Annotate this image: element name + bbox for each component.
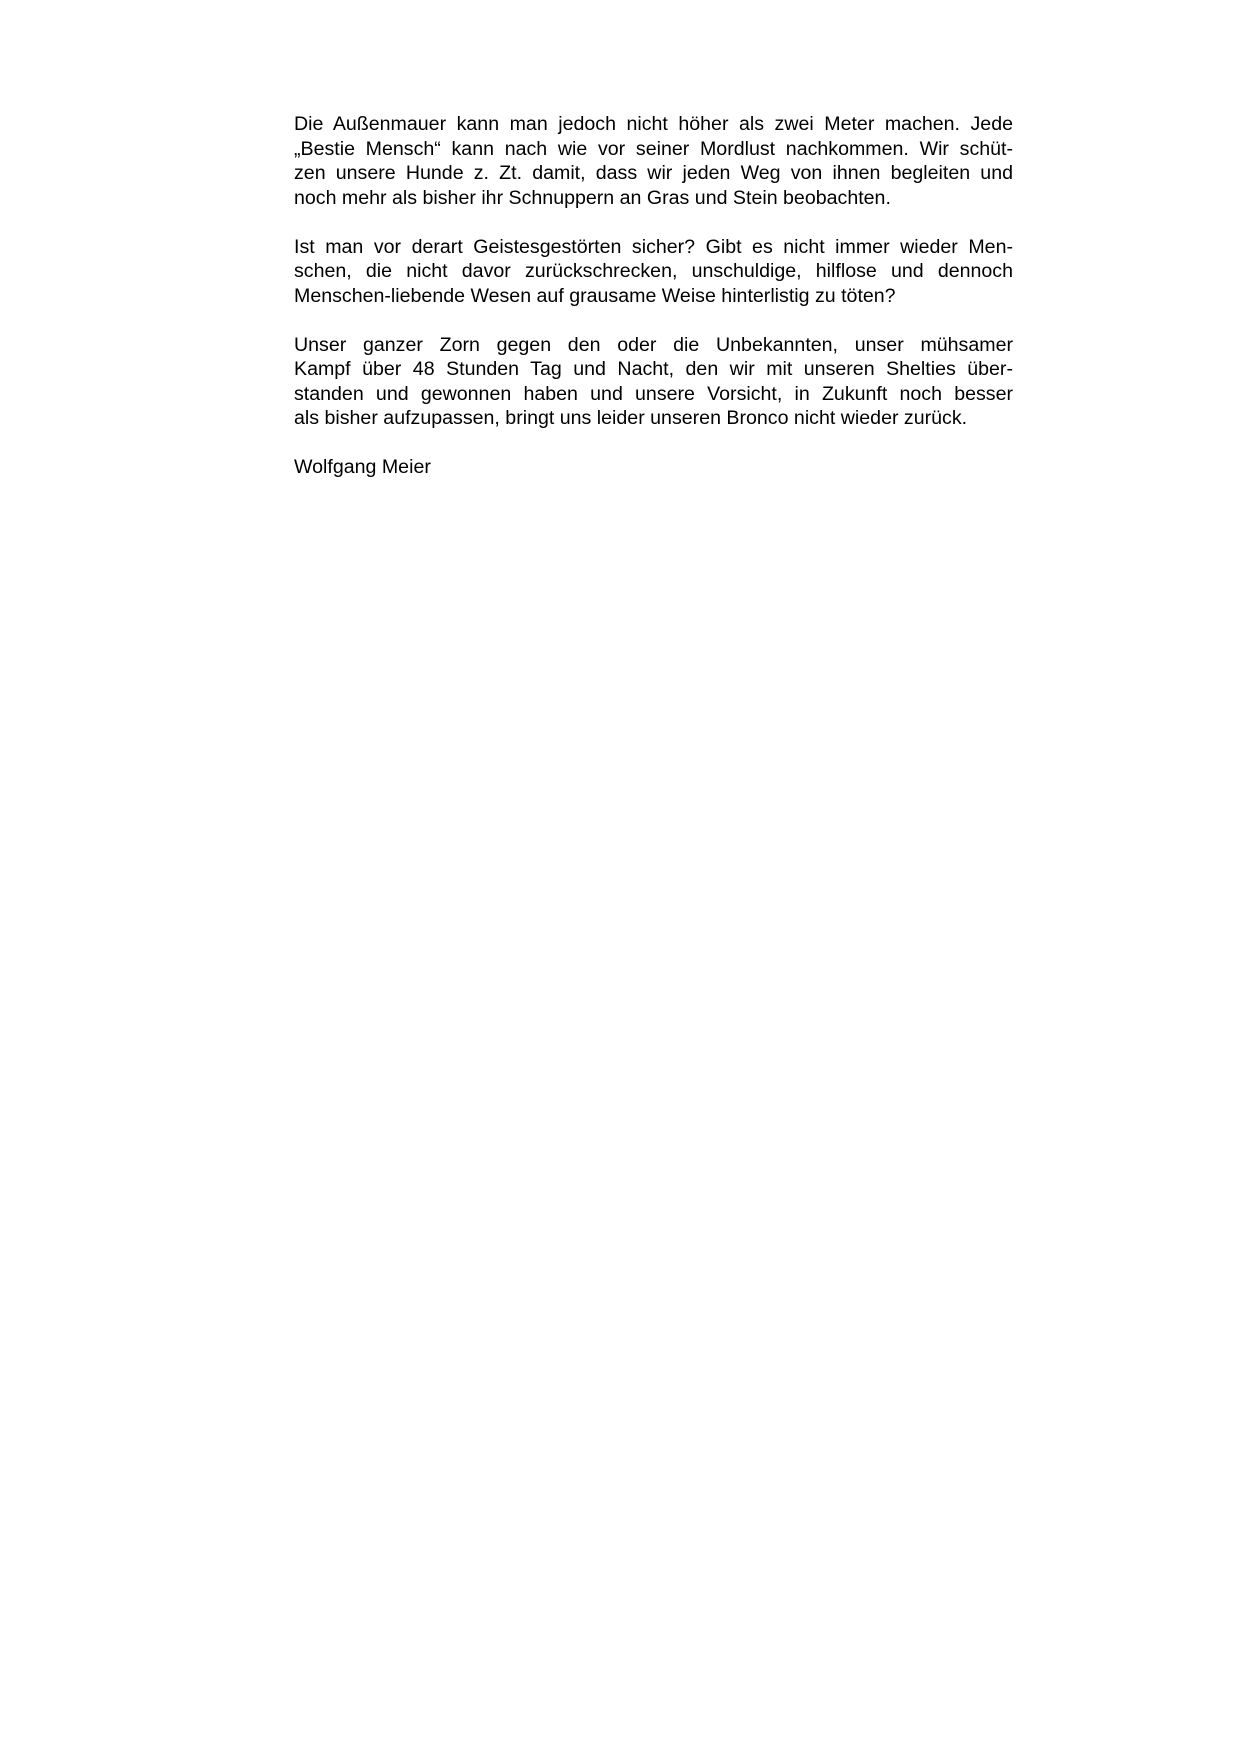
text-line: als bisher aufzupassen, bringt uns leider unseren Bronco nicht wieder zurück. xyxy=(294,407,968,429)
text-line: Ist man vor derart Geistesgestörten sicher? Gibt es nicht immer wieder Men- xyxy=(294,235,1013,258)
text-line: Die Außenmauer kann man jedoch nicht höher als zwei Meter machen. Jede xyxy=(294,113,1013,135)
letter-body xyxy=(294,112,1013,480)
paragraph-3 xyxy=(294,333,1013,431)
paragraph-2 xyxy=(294,235,1013,309)
text-line: Unser ganzer Zorn gegen den oder die Unbekannten, unser mühsamer xyxy=(294,333,1013,356)
text-line: Menschen-liebende Wesen auf grausame Weise hinterlistig zu töten? xyxy=(294,284,896,307)
paragraph-1 xyxy=(294,112,1013,210)
text-line: standen und gewonnen haben und unsere Vorsicht, in Zukunft noch besser xyxy=(294,382,1013,405)
signature: Wolfgang Meier xyxy=(294,456,431,478)
text-line: „Bestie Mensch“ kann nach wie vor seiner Mordlust nachkommen. Wir schüt- xyxy=(294,137,1013,160)
text-line: Kampf über 48 Stunden Tag und Nacht, den wir mit unseren Shelties über- xyxy=(294,358,1013,380)
text-line: zen unsere Hunde z. Zt. damit, dass wir jeden Weg von ihnen begleiten und xyxy=(294,162,1013,184)
text-line: noch mehr als bisher ihr Schnuppern an Gras und Stein beobachten. xyxy=(294,186,891,209)
text-line: schen, die nicht davor zurückschrecken, unschuldige, hilflose und dennoch xyxy=(294,260,1013,282)
